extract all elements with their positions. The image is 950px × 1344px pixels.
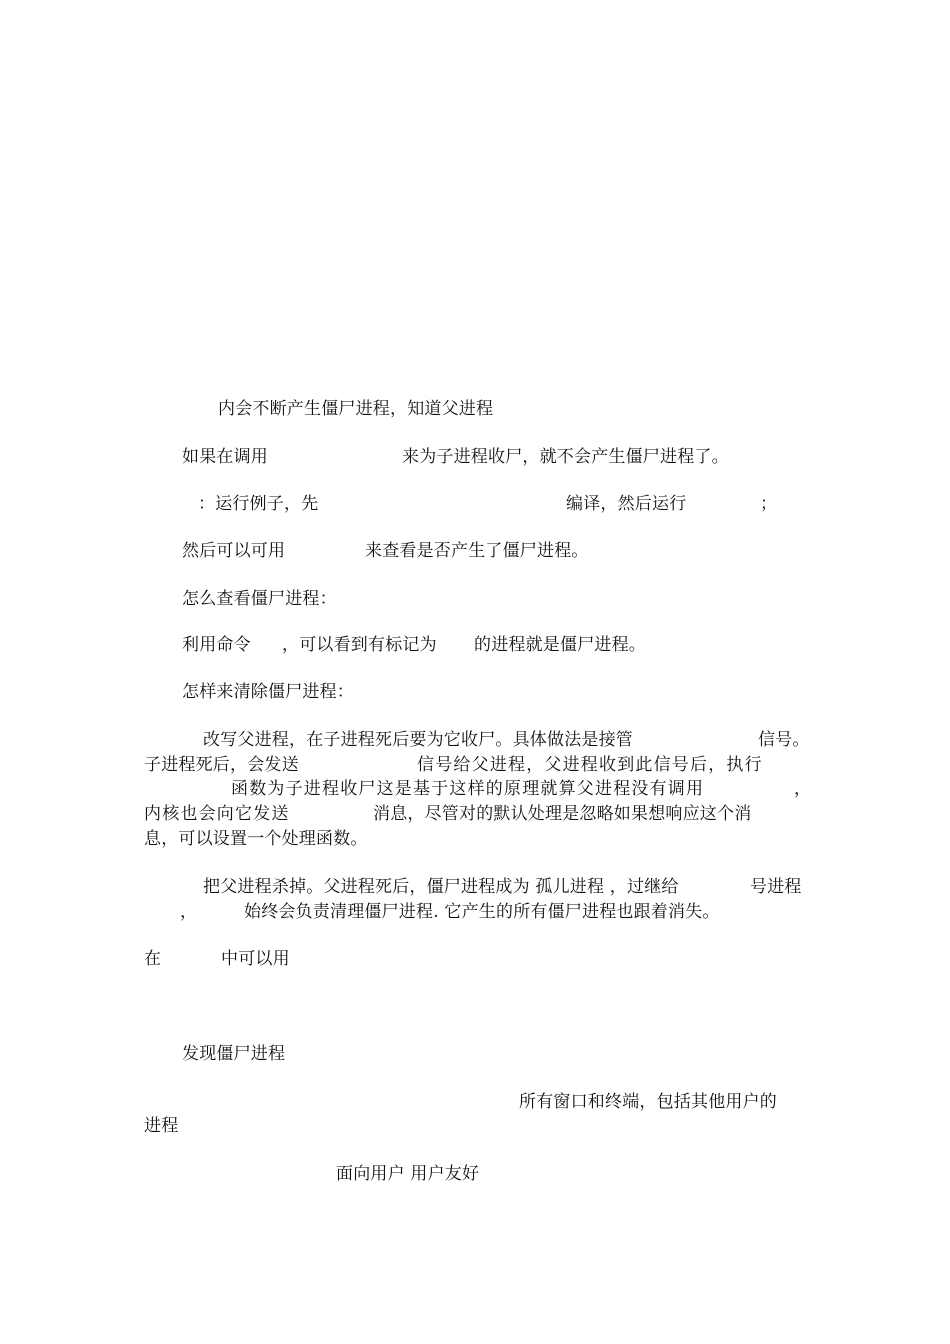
text-line: 进程 bbox=[144, 1116, 179, 1136]
text-line: 息，可以设置一个处理函数。 bbox=[144, 829, 368, 849]
text-line: 内会不断产生僵尸进程，知道父进程 bbox=[218, 399, 494, 419]
text-line: 内核也会向它发送 bbox=[144, 804, 290, 824]
text-line: 编译，然后运行 bbox=[566, 494, 687, 514]
text-line: 怎样来清除僵尸进程： bbox=[182, 682, 354, 702]
text-line: 的进程就是僵尸进程。 bbox=[474, 635, 646, 655]
text-line: 号进程 bbox=[750, 877, 802, 897]
text-line: 利用命令 bbox=[182, 635, 251, 655]
text-line: ，可以看到有标记为 bbox=[282, 635, 437, 655]
text-line: ， bbox=[794, 779, 812, 799]
text-line: ； bbox=[760, 494, 778, 514]
text-line: 所有窗口和终端，包括其他用户的 bbox=[519, 1092, 777, 1112]
text-line: 中可以用 bbox=[221, 949, 290, 969]
text-line: 然后可以可用 bbox=[182, 541, 286, 561]
text-line: 始终会负责清理僵尸进程. 它产生的所有僵尸进程也跟着消失。 bbox=[244, 902, 720, 922]
text-line: 函数为子进程收尸这是基于这样的原理就算父进程没有调用 bbox=[231, 779, 705, 799]
text-line: 在 bbox=[144, 949, 162, 969]
text-line: 来为子进程收尸，就不会产生僵尸进程了。 bbox=[402, 447, 729, 467]
text-line: 信号给父进程，父进程收到此信号后，执行 bbox=[417, 755, 763, 775]
text-line: 信号。 bbox=[758, 730, 810, 750]
text-line: 把父进程杀掉。父进程死后，僵尸进程成为 孤儿进程 ，过继给 bbox=[203, 877, 679, 897]
text-line: 来查看是否产生了僵尸进程。 bbox=[365, 541, 589, 561]
text-line: 面向用户 用户友好 bbox=[336, 1164, 480, 1184]
text-line: 怎么查看僵尸进程： bbox=[182, 589, 337, 609]
text-line: ：运行例子，先 bbox=[198, 494, 319, 514]
text-line: 如果在调用 bbox=[182, 447, 268, 467]
text-line: 子进程死后，会发送 bbox=[144, 755, 299, 775]
text-line: 发现僵尸进程 bbox=[182, 1044, 286, 1064]
text-line: 改写父进程，在子进程死后要为它收尸。具体做法是接管 bbox=[203, 730, 633, 750]
text-line: 消息，尽管对的默认处理是忽略如果想响应这个消 bbox=[373, 804, 752, 824]
text-line: ， bbox=[180, 902, 198, 922]
